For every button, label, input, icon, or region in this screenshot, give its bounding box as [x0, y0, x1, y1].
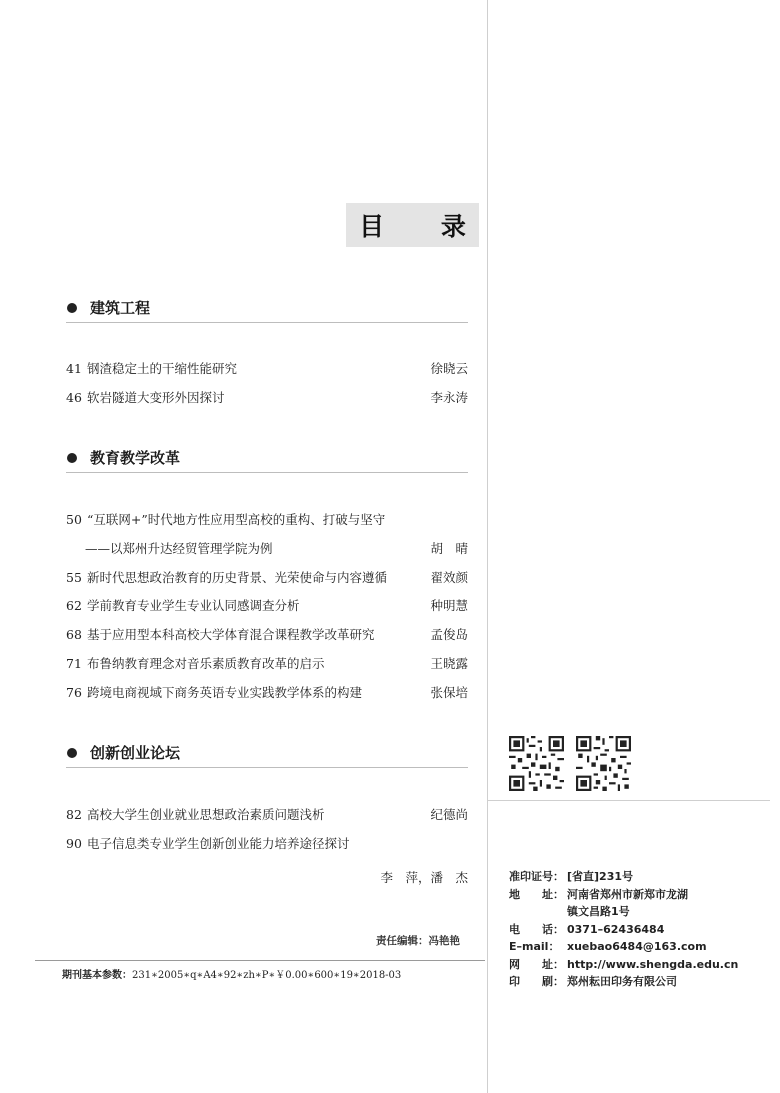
section-heading-innovation — [66, 743, 468, 768]
article-title: 钢渣稳定土的干缩性能研究 — [87, 361, 238, 376]
phone-value: 0371–62436484 — [567, 922, 665, 936]
responsible-editor: 责任编辑：冯艳艳 — [376, 935, 460, 947]
page-number: 76 — [66, 685, 82, 700]
page-number: 50 — [66, 512, 82, 527]
page-number: 62 — [66, 598, 82, 613]
params-value: 231∗2005∗q∗A4∗92∗zh∗P∗￥0.00∗600∗19∗2018-03 — [132, 970, 402, 981]
phone-row — [509, 921, 738, 939]
article-author: 胡 晴 — [430, 541, 468, 556]
bullet-icon — [67, 303, 77, 313]
article-author: 徐晓云 — [430, 361, 468, 376]
params-divider — [35, 960, 485, 961]
article-author: 孟俊岛 — [430, 627, 468, 642]
address-label: 地 址： — [509, 887, 564, 901]
toc-entry[interactable] — [66, 684, 468, 702]
email-value[interactable]: xuebao6484@163.com — [567, 940, 707, 953]
bullet-icon — [67, 748, 77, 758]
toc-title-box — [346, 203, 490, 247]
toc-entry[interactable] — [66, 835, 468, 853]
permit-value: [省直]231号 — [567, 870, 634, 883]
page-number: 41 — [66, 361, 82, 376]
info-divider — [488, 800, 770, 801]
article-title: 基于应用型本科高校大学体育混合课程教学改革研究 — [87, 627, 375, 642]
address-value-2: 镇文昌路1号 — [567, 905, 630, 918]
printer-row — [509, 973, 738, 991]
website-value[interactable]: http://www.shengda.edu.cn — [567, 957, 739, 971]
toc-title: 目 录 — [359, 212, 490, 241]
website-row — [509, 956, 738, 974]
page-number: 82 — [66, 807, 82, 822]
article-author: 张保培 — [430, 685, 468, 700]
article-title: 学前教育专业学生专业认同感调查分析 — [87, 598, 300, 613]
section-heading-label: 创新创业论坛 — [90, 744, 181, 762]
article-title: 电子信息类专业学生创新创业能力培养途径探讨 — [87, 836, 350, 851]
article-author: 种明慧 — [430, 598, 468, 613]
address-value: 河南省郑州市新郑市龙湖 — [567, 887, 688, 901]
page-number: 46 — [66, 390, 82, 405]
publication-info — [509, 868, 738, 991]
article-title: 跨境电商视域下商务英语专业实践教学体系的构建 — [87, 685, 363, 700]
page-number: 55 — [66, 570, 82, 585]
website-label: 网 址： — [509, 957, 564, 971]
section-heading-education — [66, 448, 468, 473]
article-title: 高校大学生创业就业思想政治素质问题浅析 — [87, 807, 325, 822]
toc-entry[interactable] — [66, 389, 468, 407]
toc-entry[interactable] — [66, 360, 468, 378]
bullet-icon — [67, 453, 77, 463]
article-author: 李永涛 — [430, 390, 468, 405]
address-row-2 — [509, 903, 738, 921]
toc-entry-subtitle[interactable] — [66, 540, 468, 558]
phone-label: 电 话： — [509, 922, 564, 936]
article-authors: 李 萍，潘 杰 — [380, 870, 468, 885]
article-author: 翟效颜 — [430, 570, 468, 585]
qr-code-icon — [509, 736, 564, 791]
section-heading-label: 教育教学改革 — [90, 449, 181, 467]
article-author: 纪德尚 — [430, 807, 468, 822]
page-number: 71 — [66, 656, 82, 671]
article-author: 王晓露 — [430, 656, 468, 671]
toc-entry[interactable] — [66, 511, 468, 529]
params-label: 期刊基本参数： — [62, 970, 132, 981]
article-subtitle: ——以郑州升达经贸管理学院为例 — [85, 541, 273, 556]
printer-value: 郑州耘田印务有限公司 — [567, 975, 677, 988]
article-title: 新时代思想政治教育的历史背景、光荣使命与内容遵循 — [87, 570, 388, 585]
article-title: 软岩隧道大变形外因探讨 — [87, 390, 225, 405]
toc-entry[interactable] — [66, 806, 468, 824]
article-title: “互联网+”时代地方性应用型高校的重构、打破与坚守 — [87, 512, 386, 527]
qr-code-icon — [576, 736, 631, 791]
permit-label: 准印证号： — [509, 870, 564, 883]
center-divider — [487, 0, 488, 1093]
section-heading-label: 建筑工程 — [90, 299, 151, 317]
toc-entry[interactable] — [66, 655, 468, 673]
email-row — [509, 938, 738, 956]
printer-label: 印 刷： — [509, 975, 564, 988]
journal-params — [62, 966, 401, 981]
address-row — [509, 886, 738, 904]
toc-entry[interactable] — [66, 569, 468, 587]
page-number: 68 — [66, 627, 82, 642]
toc-entry[interactable] — [66, 597, 468, 615]
email-label: E–mail： — [509, 940, 560, 953]
article-title: 布鲁纳教育理念对音乐素质教育改革的启示 — [87, 656, 325, 671]
page-number: 90 — [66, 836, 82, 851]
toc-entry[interactable] — [66, 626, 468, 644]
section-heading-architecture — [66, 298, 468, 323]
permit-row — [509, 868, 738, 886]
